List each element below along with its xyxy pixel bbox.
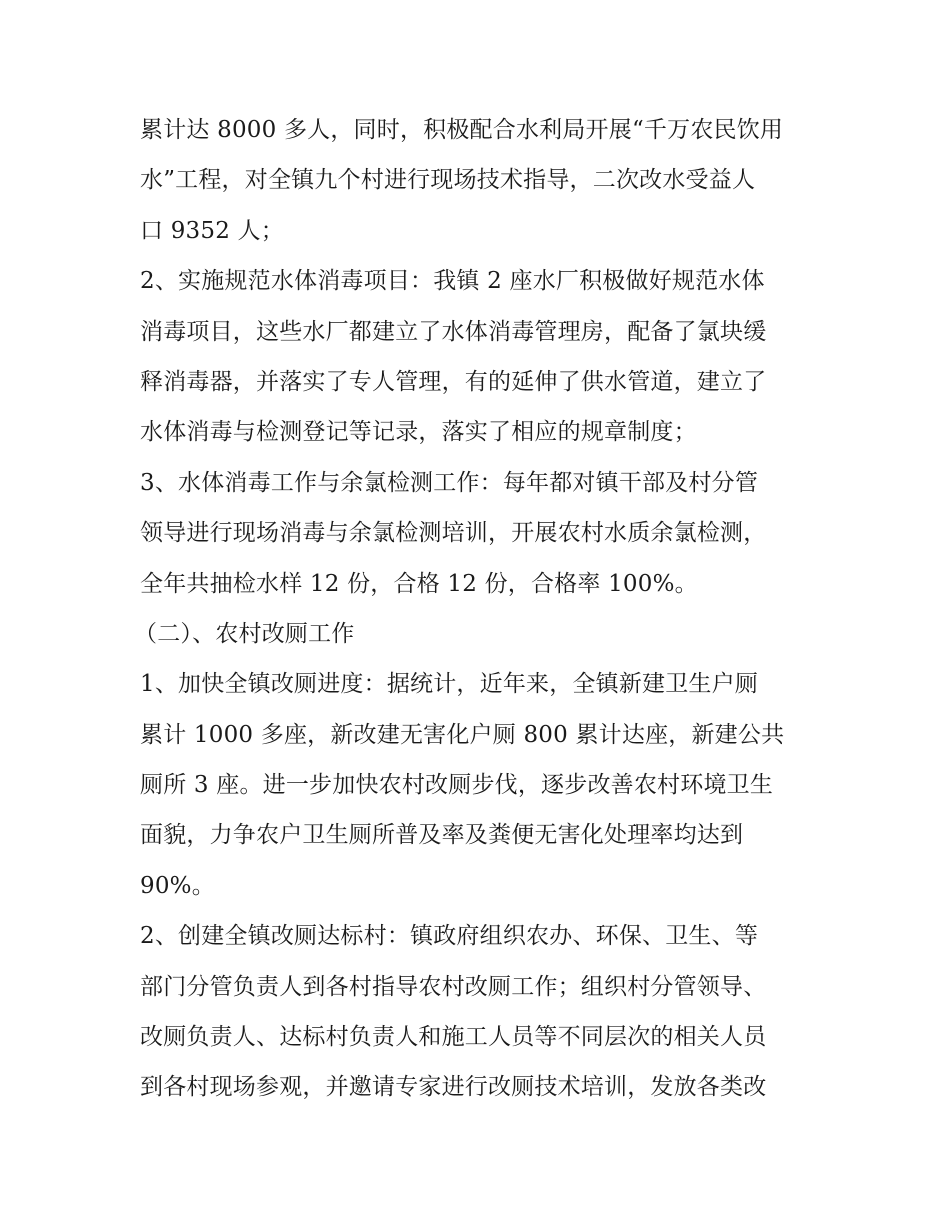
text-line: 消毒项目，这些水厂都建立了水体消毒管理房，配备了氯块缓 bbox=[140, 318, 767, 345]
text-line: 1、加快全镇改厕进度：据统计，近年来，全镇新建卫生户厕 bbox=[140, 671, 759, 698]
text-line: 领导进行现场消毒与余氯检测培训，开展农村水质余氯检测， bbox=[140, 520, 767, 547]
text-line: 面貌，力争农户卫生厕所普及率及粪便无害化处理率均达到 bbox=[140, 822, 744, 849]
text-line: 部门分管负责人到各村指导农村改厕工作；组织村分管领导、 bbox=[140, 973, 767, 1000]
text-line: 口 9352 人； bbox=[140, 217, 284, 244]
text-line: 全年共抽检水样 12 份，合格 12 份，合格率 100%。 bbox=[140, 570, 698, 597]
text-line: 水”工程，对全镇九个村进行现场技术指导，二次改水受益人 bbox=[140, 167, 756, 194]
text-line: 水体消毒与检测登记等记录，落实了相应的规章制度； bbox=[140, 419, 697, 446]
section-heading: （二）、农村改厕工作 bbox=[134, 620, 355, 647]
text-line: 累计达 8000 多人，同时，积极配合水利局开展“千万农民饮用 bbox=[140, 117, 784, 143]
text-line: 到各村现场参观，并邀请专家进行改厕技术培训，发放各类改 bbox=[140, 1074, 767, 1101]
text-line: 90%。 bbox=[140, 872, 215, 899]
text-line: 2、创建全镇改厕达标村：镇政府组织农办、环保、卫生、等 bbox=[140, 923, 759, 950]
text-line: 释消毒器，并落实了专人管理，有的延伸了供水管道，建立了 bbox=[140, 368, 767, 395]
text-line: 累计 1000 多座，新改建无害化户厕 800 累计达座，新建公共 bbox=[140, 721, 785, 748]
text-line: 3、水体消毒工作与余氯检测工作：每年都对镇干部及村分管 bbox=[140, 469, 759, 496]
text-line: 厕所 3 座。进一步加快农村改厕步伐，逐步改善农村环境卫生 bbox=[140, 772, 774, 799]
text-line: 2、实施规范水体消毒项目：我镇 2 座水厂积极做好规范水体 bbox=[140, 268, 765, 295]
text-line: 改厕负责人、达标村负责人和施工人员等不同层次的相关人员 bbox=[140, 1024, 767, 1051]
document-page bbox=[134, 105, 820, 1113]
